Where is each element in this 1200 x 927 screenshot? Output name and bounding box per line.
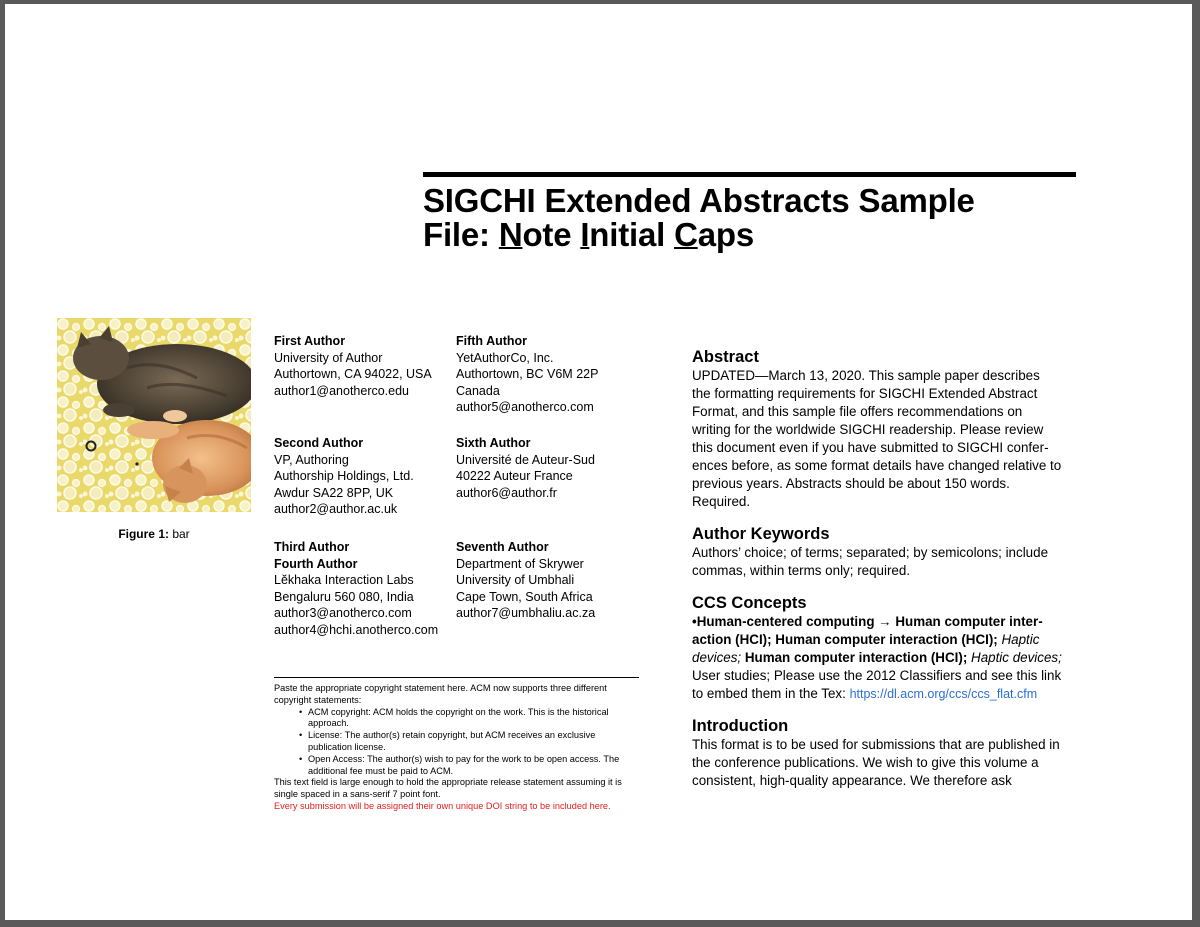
author-affiliation: Université de Auteur-Sud <box>456 452 595 467</box>
ccs-concept: Haptic devices; <box>967 650 1062 665</box>
figure-caption-label: Figure 1: <box>118 527 169 541</box>
copyright-note: This text field is large enough to hold the appropriate release statement assuming it is single spaced in a sans-serif 7 point font. <box>274 777 622 800</box>
author-name: Fifth Author <box>456 334 528 348</box>
author-organization: University of Umbhali <box>456 573 575 588</box>
keywords-text: Authors’ choice; of terms; separated; by semicolons; include commas, within terms only; required. <box>692 545 1049 578</box>
ccs-concept: •Human-centered computing <box>692 614 875 629</box>
author-name: First Author <box>274 334 346 348</box>
author-email: author6@author.fr <box>456 485 557 500</box>
title-rule <box>423 172 1076 177</box>
copyright-block <box>274 677 639 813</box>
author-email: author2@author.ac.uk <box>274 502 398 517</box>
title-part: File: <box>423 216 499 253</box>
author-email: author5@anotherco.com <box>456 400 594 415</box>
ccs-concept: Haptic devices; <box>692 632 1040 665</box>
ccs-concept: Human computer interaction (HCI); Human computer interaction (HCI); <box>692 614 1043 647</box>
author-name: Sixth Author <box>456 436 531 450</box>
figure-caption <box>57 527 251 541</box>
author-email: author4@hchi.anotherco.com <box>274 622 439 637</box>
author-name: Seventh Author <box>456 540 549 554</box>
title-part: nitial <box>589 216 675 253</box>
author-block-third-fourth <box>274 539 454 639</box>
author-block-seventh <box>456 539 636 622</box>
author-email: author1@anotherco.edu <box>274 383 410 398</box>
right-column <box>692 348 1062 804</box>
title-line-2 <box>423 218 1083 252</box>
ccs-heading: CCS Concepts <box>692 594 807 612</box>
abstract-text: UPDATED—March 13, 2020. This sample paper describes the formatting requirements for SIGCHI Extended Abstract Format, and this sample file offers recommendations on writing for the worldwide SIGCHI readership. Please review this document even if you have submitted to SIGCHI conferences before, as some format details have changed relative to previous years. Abstracts should be about 150 words. Required. <box>692 368 1062 509</box>
ccs-arrow: → <box>874 614 896 629</box>
author-block-first <box>274 333 454 399</box>
author-email: author3@anotherco.com <box>274 606 412 621</box>
title-part: ote <box>522 216 581 253</box>
author-address: Authortown, BC V6M 22P <box>456 367 599 382</box>
abstract-heading: Abstract <box>692 348 759 366</box>
introduction-text: This format is to be used for submissions that are published in the conference publications. We wish to give this volume a consistent, high-quality appearance. We therefore ask <box>692 737 1060 788</box>
author-country: Canada <box>456 383 500 398</box>
author-address: Bengaluru 560 080, India <box>274 589 414 604</box>
author-address: Cape Town, South Africa <box>456 589 593 604</box>
author-name: Fourth Author <box>274 556 358 571</box>
ccs-text <box>692 613 1062 703</box>
introduction-heading: Introduction <box>692 717 789 735</box>
title-line-1: SIGCHI Extended Abstracts Sample <box>423 182 975 219</box>
title-initial-cap: C <box>674 216 698 253</box>
author-affiliation: Lĕkhaka Interaction Labs <box>274 573 414 588</box>
copyright-intro: Paste the appropriate copyright statement here. ACM now supports three different copyright statements: <box>274 683 607 705</box>
title-initial-cap: N <box>498 216 523 253</box>
author-name: Third Author <box>274 540 350 554</box>
author-block-second <box>274 435 454 518</box>
author-block-fifth <box>456 333 636 416</box>
ccs-note: User studies; Please use the 2012 Classifiers and see this link to embed them in the Tex: <box>692 668 1062 701</box>
author-organization: Authorship Holdings, Ltd. <box>274 469 414 484</box>
copyright-option: • Open Access: The author(s) wish to pay for the work to be open access. The additional fee must be paid to ACM. <box>308 754 639 778</box>
copyright-option: • ACM copyright: ACM holds the copyright on the work. This is the historical approach. <box>308 707 639 731</box>
ccs-concept: Human computer interaction (HCI); <box>741 650 968 665</box>
keywords-heading: Author Keywords <box>692 525 830 543</box>
author-address: Authortown, CA 94022, USA <box>274 367 432 382</box>
author-affiliation: YetAuthorCo, Inc. <box>456 350 554 365</box>
author-email: author7@umbhaliu.ac.za <box>456 606 596 621</box>
ccs-link[interactable]: https://dl.acm.org/ccs/ccs_flat.cfm <box>849 687 1038 701</box>
paper-page <box>5 4 1192 920</box>
author-block-sixth <box>456 435 636 501</box>
copyright-options-list <box>274 707 639 778</box>
author-affiliation: VP, Authoring <box>274 452 349 467</box>
author-affiliation: University of Author <box>274 350 383 365</box>
paper-title <box>423 184 1083 252</box>
doi-note: Every submission will be assigned their own unique DOI string to be included here. <box>274 800 611 811</box>
figure-caption-text: bar <box>168 527 190 541</box>
author-name: Second Author <box>274 436 364 450</box>
author-address: 40222 Auteur France <box>456 469 573 484</box>
author-address: Awdur SA22 8PP, UK <box>274 485 394 500</box>
copyright-option: • License: The author(s) retain copyright, but ACM receives an exclusive publication license. <box>308 730 639 754</box>
author-affiliation: Department of Skrywer <box>456 556 584 571</box>
title-initial-cap: I <box>580 216 590 253</box>
figure-cats-image <box>57 318 251 512</box>
title-part: aps <box>697 216 754 253</box>
